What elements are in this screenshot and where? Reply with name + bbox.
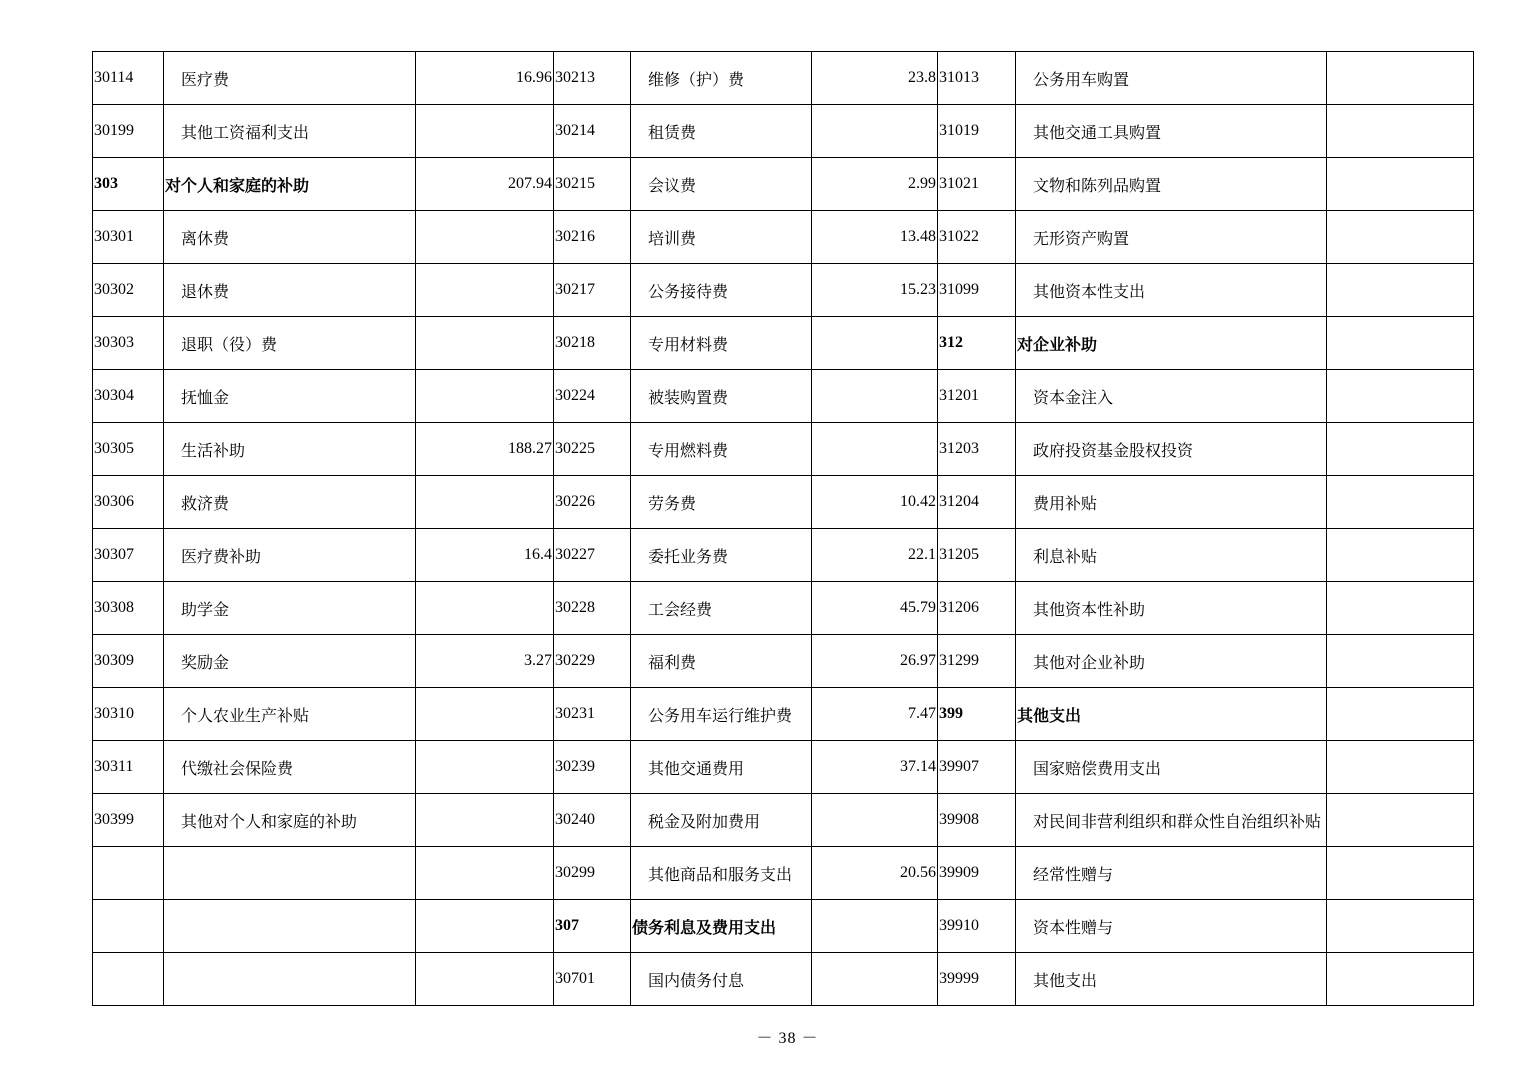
item-amount bbox=[416, 105, 554, 158]
item-code: 30309 bbox=[93, 635, 164, 688]
item-code: 31013 bbox=[938, 52, 1016, 105]
item-name: 其他资本性补助 bbox=[1016, 582, 1327, 635]
item-name: 个人农业生产补贴 bbox=[164, 688, 416, 741]
item-name: 公务接待费 bbox=[631, 264, 812, 317]
item-name bbox=[164, 847, 416, 900]
item-code: 30224 bbox=[554, 370, 631, 423]
item-amount bbox=[812, 900, 938, 953]
item-name: 培训费 bbox=[631, 211, 812, 264]
expense-table bbox=[92, 51, 1474, 1006]
item-amount: 26.97 bbox=[812, 635, 938, 688]
item-name: 医疗费补助 bbox=[164, 529, 416, 582]
item-amount: 16.96 bbox=[416, 52, 554, 105]
item-amount bbox=[1327, 105, 1474, 158]
table-row bbox=[93, 847, 1474, 900]
item-name: 资本性赠与 bbox=[1016, 900, 1327, 953]
item-code: 30225 bbox=[554, 423, 631, 476]
table-row bbox=[93, 370, 1474, 423]
item-name: 会议费 bbox=[631, 158, 812, 211]
item-name: 其他对个人和家庭的补助 bbox=[164, 794, 416, 847]
item-code: 30701 bbox=[554, 953, 631, 1006]
item-code: 30229 bbox=[554, 635, 631, 688]
item-name: 国家赔偿费用支出 bbox=[1016, 741, 1327, 794]
item-name: 税金及附加费用 bbox=[631, 794, 812, 847]
item-code: 39910 bbox=[938, 900, 1016, 953]
item-code: 30310 bbox=[93, 688, 164, 741]
table-row bbox=[93, 900, 1474, 953]
table-row bbox=[93, 52, 1474, 105]
item-amount: 45.79 bbox=[812, 582, 938, 635]
item-code: 31206 bbox=[938, 582, 1016, 635]
item-amount bbox=[1327, 529, 1474, 582]
item-amount bbox=[416, 847, 554, 900]
item-code: 39909 bbox=[938, 847, 1016, 900]
item-code: 31201 bbox=[938, 370, 1016, 423]
item-code: 31021 bbox=[938, 158, 1016, 211]
item-amount bbox=[1327, 52, 1474, 105]
item-amount bbox=[1327, 582, 1474, 635]
item-code bbox=[93, 953, 164, 1006]
item-name bbox=[164, 953, 416, 1006]
item-amount: 22.1 bbox=[812, 529, 938, 582]
item-amount bbox=[416, 953, 554, 1006]
table-row bbox=[93, 317, 1474, 370]
item-code: 30399 bbox=[93, 794, 164, 847]
item-amount bbox=[1327, 317, 1474, 370]
table-row bbox=[93, 529, 1474, 582]
item-amount bbox=[416, 370, 554, 423]
table-row bbox=[93, 211, 1474, 264]
table-row bbox=[93, 476, 1474, 529]
item-code: 30299 bbox=[554, 847, 631, 900]
item-name: 退休费 bbox=[164, 264, 416, 317]
item-amount bbox=[812, 423, 938, 476]
item-code: 30306 bbox=[93, 476, 164, 529]
item-amount bbox=[1327, 423, 1474, 476]
item-code: 31099 bbox=[938, 264, 1016, 317]
item-code: 30302 bbox=[93, 264, 164, 317]
item-amount bbox=[812, 317, 938, 370]
item-code: 30227 bbox=[554, 529, 631, 582]
item-amount bbox=[812, 953, 938, 1006]
item-name: 政府投资基金股权投资 bbox=[1016, 423, 1327, 476]
item-name: 无形资产购置 bbox=[1016, 211, 1327, 264]
item-amount bbox=[1327, 688, 1474, 741]
item-name: 公务用车购置 bbox=[1016, 52, 1327, 105]
item-code: 31204 bbox=[938, 476, 1016, 529]
item-amount: 23.8 bbox=[812, 52, 938, 105]
item-amount: 10.42 bbox=[812, 476, 938, 529]
item-name: 其他交通费用 bbox=[631, 741, 812, 794]
item-name: 专用燃料费 bbox=[631, 423, 812, 476]
item-code: 30301 bbox=[93, 211, 164, 264]
item-name: 其他工资福利支出 bbox=[164, 105, 416, 158]
item-name: 其他商品和服务支出 bbox=[631, 847, 812, 900]
item-amount: 20.56 bbox=[812, 847, 938, 900]
table-row bbox=[93, 794, 1474, 847]
item-amount bbox=[812, 105, 938, 158]
item-name: 其他资本性支出 bbox=[1016, 264, 1327, 317]
item-code: 30307 bbox=[93, 529, 164, 582]
item-name: 福利费 bbox=[631, 635, 812, 688]
item-name: 专用材料费 bbox=[631, 317, 812, 370]
page-number: － 38 － bbox=[756, 1030, 819, 1047]
item-name: 生活补助 bbox=[164, 423, 416, 476]
item-name: 其他支出 bbox=[1016, 953, 1327, 1006]
item-code bbox=[93, 847, 164, 900]
item-name: 对个人和家庭的补助 bbox=[164, 158, 416, 211]
item-amount: 188.27 bbox=[416, 423, 554, 476]
item-name: 其他对企业补助 bbox=[1016, 635, 1327, 688]
item-code: 30213 bbox=[554, 52, 631, 105]
item-amount bbox=[812, 370, 938, 423]
item-code: 30231 bbox=[554, 688, 631, 741]
table-row bbox=[93, 635, 1474, 688]
item-code: 30308 bbox=[93, 582, 164, 635]
item-name: 委托业务费 bbox=[631, 529, 812, 582]
item-code: 307 bbox=[554, 900, 631, 953]
item-code: 30304 bbox=[93, 370, 164, 423]
item-amount bbox=[416, 264, 554, 317]
item-code: 31022 bbox=[938, 211, 1016, 264]
item-code: 30239 bbox=[554, 741, 631, 794]
item-code: 30226 bbox=[554, 476, 631, 529]
item-amount bbox=[1327, 953, 1474, 1006]
item-amount: 16.4 bbox=[416, 529, 554, 582]
table-row bbox=[93, 688, 1474, 741]
item-amount bbox=[416, 688, 554, 741]
item-name: 债务利息及费用支出 bbox=[631, 900, 812, 953]
item-name: 对民间非营利组织和群众性自治组织补贴 bbox=[1016, 794, 1327, 847]
item-name: 其他交通工具购置 bbox=[1016, 105, 1327, 158]
item-code: 31299 bbox=[938, 635, 1016, 688]
item-name: 其他支出 bbox=[1016, 688, 1327, 741]
item-code: 30214 bbox=[554, 105, 631, 158]
item-amount bbox=[1327, 794, 1474, 847]
table-row bbox=[93, 158, 1474, 211]
item-amount bbox=[1327, 158, 1474, 211]
item-code: 31205 bbox=[938, 529, 1016, 582]
item-name: 代缴社会保险费 bbox=[164, 741, 416, 794]
item-amount bbox=[416, 582, 554, 635]
item-name: 利息补贴 bbox=[1016, 529, 1327, 582]
item-name: 离休费 bbox=[164, 211, 416, 264]
item-amount: 207.94 bbox=[416, 158, 554, 211]
item-name: 劳务费 bbox=[631, 476, 812, 529]
item-code: 30228 bbox=[554, 582, 631, 635]
item-amount bbox=[1327, 635, 1474, 688]
item-code bbox=[93, 900, 164, 953]
item-code: 31203 bbox=[938, 423, 1016, 476]
item-code: 303 bbox=[93, 158, 164, 211]
table-row bbox=[93, 953, 1474, 1006]
item-amount: 15.23 bbox=[812, 264, 938, 317]
item-name: 费用补贴 bbox=[1016, 476, 1327, 529]
item-code: 30311 bbox=[93, 741, 164, 794]
item-name: 抚恤金 bbox=[164, 370, 416, 423]
item-name: 国内债务付息 bbox=[631, 953, 812, 1006]
table-row bbox=[93, 423, 1474, 476]
item-name: 救济费 bbox=[164, 476, 416, 529]
item-amount bbox=[1327, 370, 1474, 423]
item-name: 租赁费 bbox=[631, 105, 812, 158]
table-row bbox=[93, 264, 1474, 317]
item-amount bbox=[416, 211, 554, 264]
item-code: 39907 bbox=[938, 741, 1016, 794]
item-name: 文物和陈列品购置 bbox=[1016, 158, 1327, 211]
item-amount bbox=[416, 794, 554, 847]
item-amount bbox=[416, 317, 554, 370]
item-amount bbox=[1327, 741, 1474, 794]
item-amount: 37.14 bbox=[812, 741, 938, 794]
item-amount bbox=[1327, 211, 1474, 264]
item-name: 奖励金 bbox=[164, 635, 416, 688]
item-name: 资本金注入 bbox=[1016, 370, 1327, 423]
item-code: 30218 bbox=[554, 317, 631, 370]
item-code: 312 bbox=[938, 317, 1016, 370]
item-amount bbox=[1327, 900, 1474, 953]
table-row bbox=[93, 582, 1474, 635]
item-code: 39908 bbox=[938, 794, 1016, 847]
item-code: 30199 bbox=[93, 105, 164, 158]
item-name: 经常性赠与 bbox=[1016, 847, 1327, 900]
item-amount bbox=[416, 900, 554, 953]
item-name bbox=[164, 900, 416, 953]
table-row bbox=[93, 741, 1474, 794]
item-code: 30215 bbox=[554, 158, 631, 211]
item-name: 工会经费 bbox=[631, 582, 812, 635]
table-row bbox=[93, 105, 1474, 158]
item-amount bbox=[812, 794, 938, 847]
item-name: 维修（护）费 bbox=[631, 52, 812, 105]
item-amount bbox=[1327, 264, 1474, 317]
item-code: 30303 bbox=[93, 317, 164, 370]
item-code: 30114 bbox=[93, 52, 164, 105]
item-amount bbox=[1327, 476, 1474, 529]
table-body bbox=[93, 52, 1474, 1006]
item-amount bbox=[416, 476, 554, 529]
item-amount: 3.27 bbox=[416, 635, 554, 688]
item-name: 公务用车运行维护费 bbox=[631, 688, 812, 741]
item-name: 医疗费 bbox=[164, 52, 416, 105]
item-code: 30305 bbox=[93, 423, 164, 476]
item-amount: 2.99 bbox=[812, 158, 938, 211]
item-name: 助学金 bbox=[164, 582, 416, 635]
item-code: 30217 bbox=[554, 264, 631, 317]
item-amount: 13.48 bbox=[812, 211, 938, 264]
item-amount bbox=[416, 741, 554, 794]
item-code: 30216 bbox=[554, 211, 631, 264]
item-code: 39999 bbox=[938, 953, 1016, 1006]
item-name: 退职（役）费 bbox=[164, 317, 416, 370]
item-amount bbox=[1327, 847, 1474, 900]
item-code: 399 bbox=[938, 688, 1016, 741]
item-code: 31019 bbox=[938, 105, 1016, 158]
item-name: 对企业补助 bbox=[1016, 317, 1327, 370]
item-name: 被装购置费 bbox=[631, 370, 812, 423]
item-amount: 7.47 bbox=[812, 688, 938, 741]
item-code: 30240 bbox=[554, 794, 631, 847]
